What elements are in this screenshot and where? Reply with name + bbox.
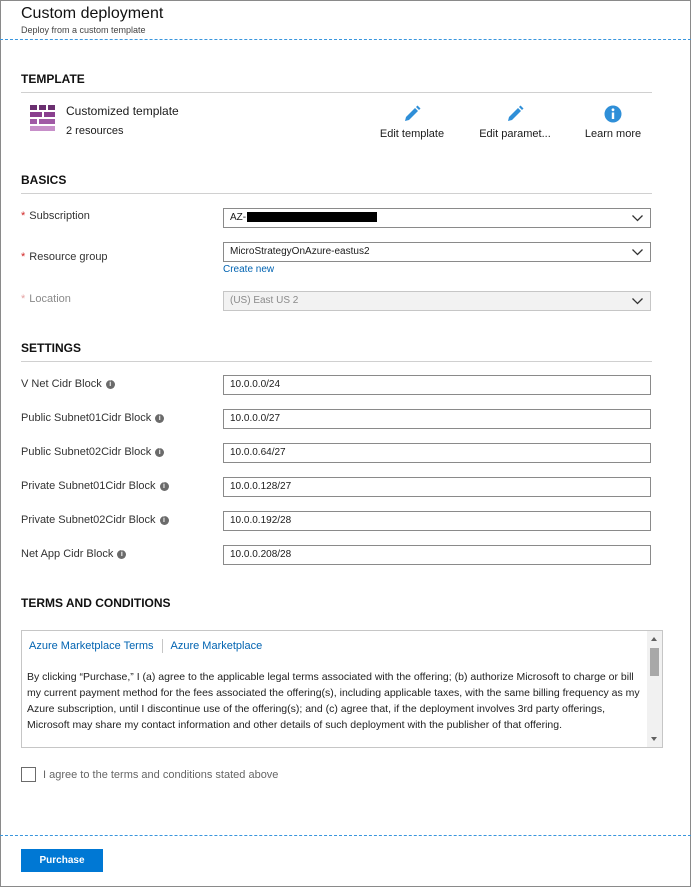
- agree-terms-label: I agree to the terms and conditions stated above: [43, 769, 279, 781]
- required-asterisk: *: [21, 293, 26, 305]
- info-icon[interactable]: i: [117, 550, 126, 559]
- info-icon[interactable]: i: [155, 448, 164, 457]
- tab-azure-marketplace-terms[interactable]: Azure Marketplace Terms: [29, 639, 154, 652]
- page-title: Custom deployment: [21, 5, 164, 22]
- subscription-value: AZ-: [230, 212, 247, 223]
- chevron-down-icon: [632, 249, 643, 256]
- agree-terms-checkbox[interactable]: [21, 767, 36, 782]
- public-subnet02-label-text: Public Subnet02Cidr Block: [21, 446, 152, 458]
- private-subnet01-input[interactable]: 10.0.0.128/27: [223, 477, 651, 497]
- scroll-up-arrow-icon[interactable]: [651, 637, 657, 641]
- netapp-cidr-label: [21, 548, 126, 560]
- public-subnet02-label: [21, 446, 164, 458]
- chevron-down-icon: [632, 215, 643, 222]
- template-grid-icon: [30, 105, 56, 131]
- pencil-icon: [505, 104, 525, 124]
- private-subnet02-input[interactable]: 10.0.0.192/28: [223, 511, 651, 531]
- resource-group-value: MicroStrategyOnAzure-eastus2: [230, 246, 370, 257]
- terms-text: By clicking “Purchase,” I (a) agree to the applicable legal terms associated with the offering; (b) authorize Microsoft to charge or bill my current payment method for the fees associated the offering(s), including applicable taxes, with the same billing frequency as my Azure subscription, until I discontinue use of the offering(s); and (c) agree that, if the deployment involves 3rd party offerings, Microsoft may share my contact information and other details of such deployment with the publisher of that offering.: [27, 671, 640, 731]
- scroll-down-arrow-icon[interactable]: [651, 737, 657, 741]
- public-subnet01-label: [21, 412, 164, 424]
- info-icon[interactable]: i: [106, 380, 115, 389]
- location-label: [21, 293, 71, 305]
- terms-tabs: [29, 639, 262, 653]
- edit-template-button[interactable]: [364, 104, 460, 140]
- subscription-label-text: Subscription: [29, 210, 90, 222]
- terms-scrollbar[interactable]: [647, 631, 662, 747]
- divider: [21, 92, 652, 93]
- private-subnet02-label: [21, 514, 169, 526]
- edit-parameters-button[interactable]: [467, 104, 563, 140]
- private-subnet02-label-text: Private Subnet02Cidr Block: [21, 514, 156, 526]
- section-title-terms: TERMS AND CONDITIONS: [21, 596, 171, 610]
- blade-header: [0, 0, 691, 40]
- scroll-thumb[interactable]: [650, 648, 659, 676]
- resource-group-dropdown[interactable]: [223, 242, 651, 262]
- edit-template-label: Edit template: [379, 128, 445, 140]
- resource-group-label: [21, 251, 108, 263]
- pencil-icon: [402, 104, 422, 124]
- subscription-dropdown[interactable]: [223, 208, 651, 228]
- info-icon: [603, 104, 623, 124]
- private-subnet01-label: [21, 480, 169, 492]
- divider: [21, 361, 652, 362]
- tab-azure-marketplace[interactable]: Azure Marketplace: [170, 639, 263, 652]
- purchase-button[interactable]: Purchase: [21, 849, 103, 872]
- private-subnet01-label-text: Private Subnet01Cidr Block: [21, 480, 156, 492]
- learn-more-label: Learn more: [584, 128, 642, 140]
- public-subnet01-input[interactable]: 10.0.0.0/27: [223, 409, 651, 429]
- section-title-basics: BASICS: [21, 173, 67, 187]
- required-asterisk: *: [21, 251, 26, 263]
- tab-separator: [162, 639, 163, 653]
- public-subnet02-input[interactable]: 10.0.0.64/27: [223, 443, 651, 463]
- section-title-template: TEMPLATE: [21, 72, 85, 86]
- footer-divider: [0, 835, 691, 836]
- template-resources-count: 2 resources: [66, 125, 124, 137]
- chevron-down-icon: [632, 298, 643, 305]
- location-label-text: Location: [29, 293, 71, 305]
- resource-group-label-text: Resource group: [29, 251, 108, 263]
- location-value: (US) East US 2: [230, 295, 299, 306]
- netapp-cidr-input[interactable]: 10.0.0.208/28: [223, 545, 651, 565]
- divider: [21, 193, 652, 194]
- info-icon[interactable]: i: [155, 414, 164, 423]
- vnet-cidr-input[interactable]: 10.0.0.0/24: [223, 375, 651, 395]
- info-icon[interactable]: i: [160, 516, 169, 525]
- info-icon[interactable]: i: [160, 482, 169, 491]
- location-dropdown: [223, 291, 651, 311]
- learn-more-button[interactable]: [565, 104, 661, 140]
- vnet-cidr-label-text: V Net Cidr Block: [21, 378, 102, 390]
- template-name: Customized template: [66, 104, 179, 118]
- subscription-label: [21, 210, 90, 222]
- edit-parameters-label: Edit paramet...: [479, 128, 551, 140]
- vnet-cidr-label: [21, 378, 115, 390]
- page-subtitle: Deploy from a custom template: [21, 25, 146, 35]
- redacted-block: [247, 212, 377, 222]
- public-subnet01-label-text: Public Subnet01Cidr Block: [21, 412, 152, 424]
- required-asterisk: *: [21, 210, 26, 222]
- create-new-link[interactable]: Create new: [223, 264, 275, 275]
- section-title-settings: SETTINGS: [21, 341, 82, 355]
- netapp-cidr-label-text: Net App Cidr Block: [21, 548, 114, 560]
- terms-panel: [21, 630, 663, 748]
